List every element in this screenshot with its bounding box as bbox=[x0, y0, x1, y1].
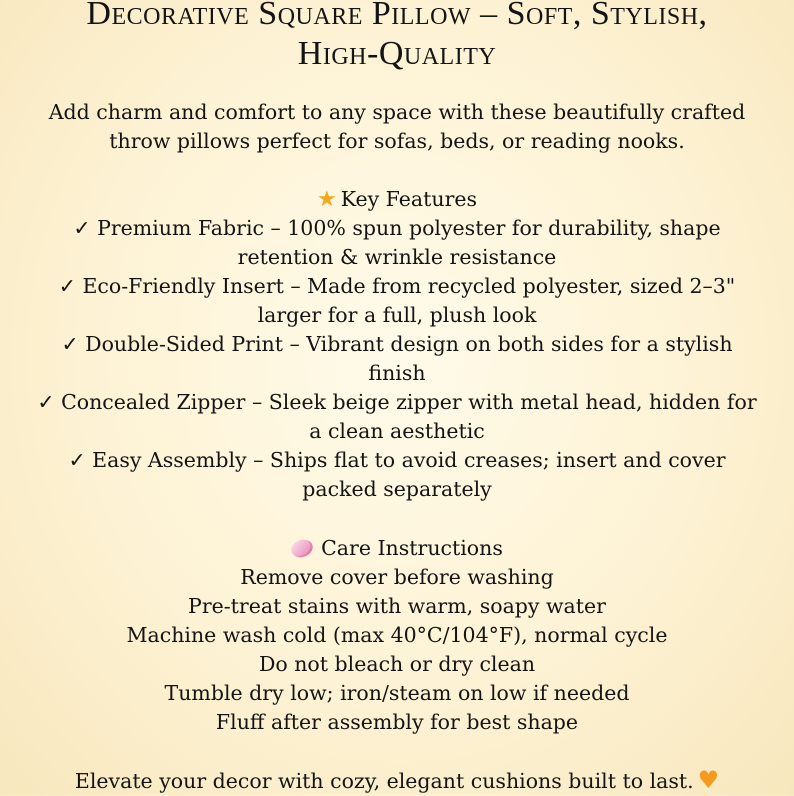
feature-line: retention & wrinkle resistance bbox=[237, 245, 557, 269]
feature-line: ✓ Concealed Zipper – Sleek beige zipper with metal head, hidden for bbox=[37, 390, 757, 414]
care-line: Pre-treat stains with warm, soapy water bbox=[188, 594, 606, 618]
closing-line bbox=[0, 766, 794, 796]
feature-line: ✓ Double-Sided Print – Vibrant design on both sides for a stylish bbox=[61, 332, 733, 356]
soap-icon bbox=[289, 537, 315, 560]
feature-list bbox=[0, 214, 794, 504]
orange-heart-icon: ♥ bbox=[697, 766, 720, 794]
care-line: Fluff after assembly for best shape bbox=[215, 710, 579, 734]
care-line: Do not bleach or dry clean bbox=[258, 652, 536, 676]
key-features-heading-text: Key Features bbox=[340, 187, 478, 211]
feature-line: finish bbox=[368, 361, 426, 385]
page-title bbox=[0, 0, 794, 74]
key-features-section bbox=[0, 185, 794, 504]
care-line: Remove cover before washing bbox=[240, 565, 554, 589]
feature-line: ✓ Easy Assembly – Ships flat to avoid creases; insert and cover bbox=[68, 448, 726, 472]
closing-text: Elevate your decor with cozy, elegant cushions built to last. bbox=[74, 769, 694, 793]
care-instructions-section bbox=[0, 534, 794, 737]
star-icon: ★ bbox=[316, 187, 337, 212]
feature-line: packed separately bbox=[302, 477, 492, 501]
feature-line: a clean aesthetic bbox=[309, 419, 485, 443]
key-features-heading bbox=[0, 185, 794, 214]
intro-line-1: Add charm and comfort to any space with these beautifully crafted bbox=[48, 100, 746, 124]
title-line-1: Decorative Square Pillow – Soft, Stylish, bbox=[86, 0, 708, 32]
care-line: Machine wash cold (max 40°C/104°F), normal cycle bbox=[126, 623, 668, 647]
feature-line: ✓ Premium Fabric – 100% spun polyester for durability, shape bbox=[73, 216, 721, 240]
title-line-2: High-Quality bbox=[297, 35, 497, 72]
intro-paragraph bbox=[0, 98, 794, 156]
care-line: Tumble dry low; iron/steam on low if needed bbox=[164, 681, 630, 705]
care-instructions-heading bbox=[0, 534, 794, 563]
closing-text-line bbox=[0, 766, 794, 796]
feature-line: larger for a full, plush look bbox=[257, 303, 537, 327]
care-instructions-heading-text: Care Instructions bbox=[321, 536, 503, 560]
feature-line: ✓ Eco-Friendly Insert – Made from recycled polyester, sized 2–3" bbox=[58, 274, 736, 298]
intro-line-2: throw pillows perfect for sofas, beds, or reading nooks. bbox=[109, 129, 685, 153]
care-list bbox=[0, 563, 794, 737]
